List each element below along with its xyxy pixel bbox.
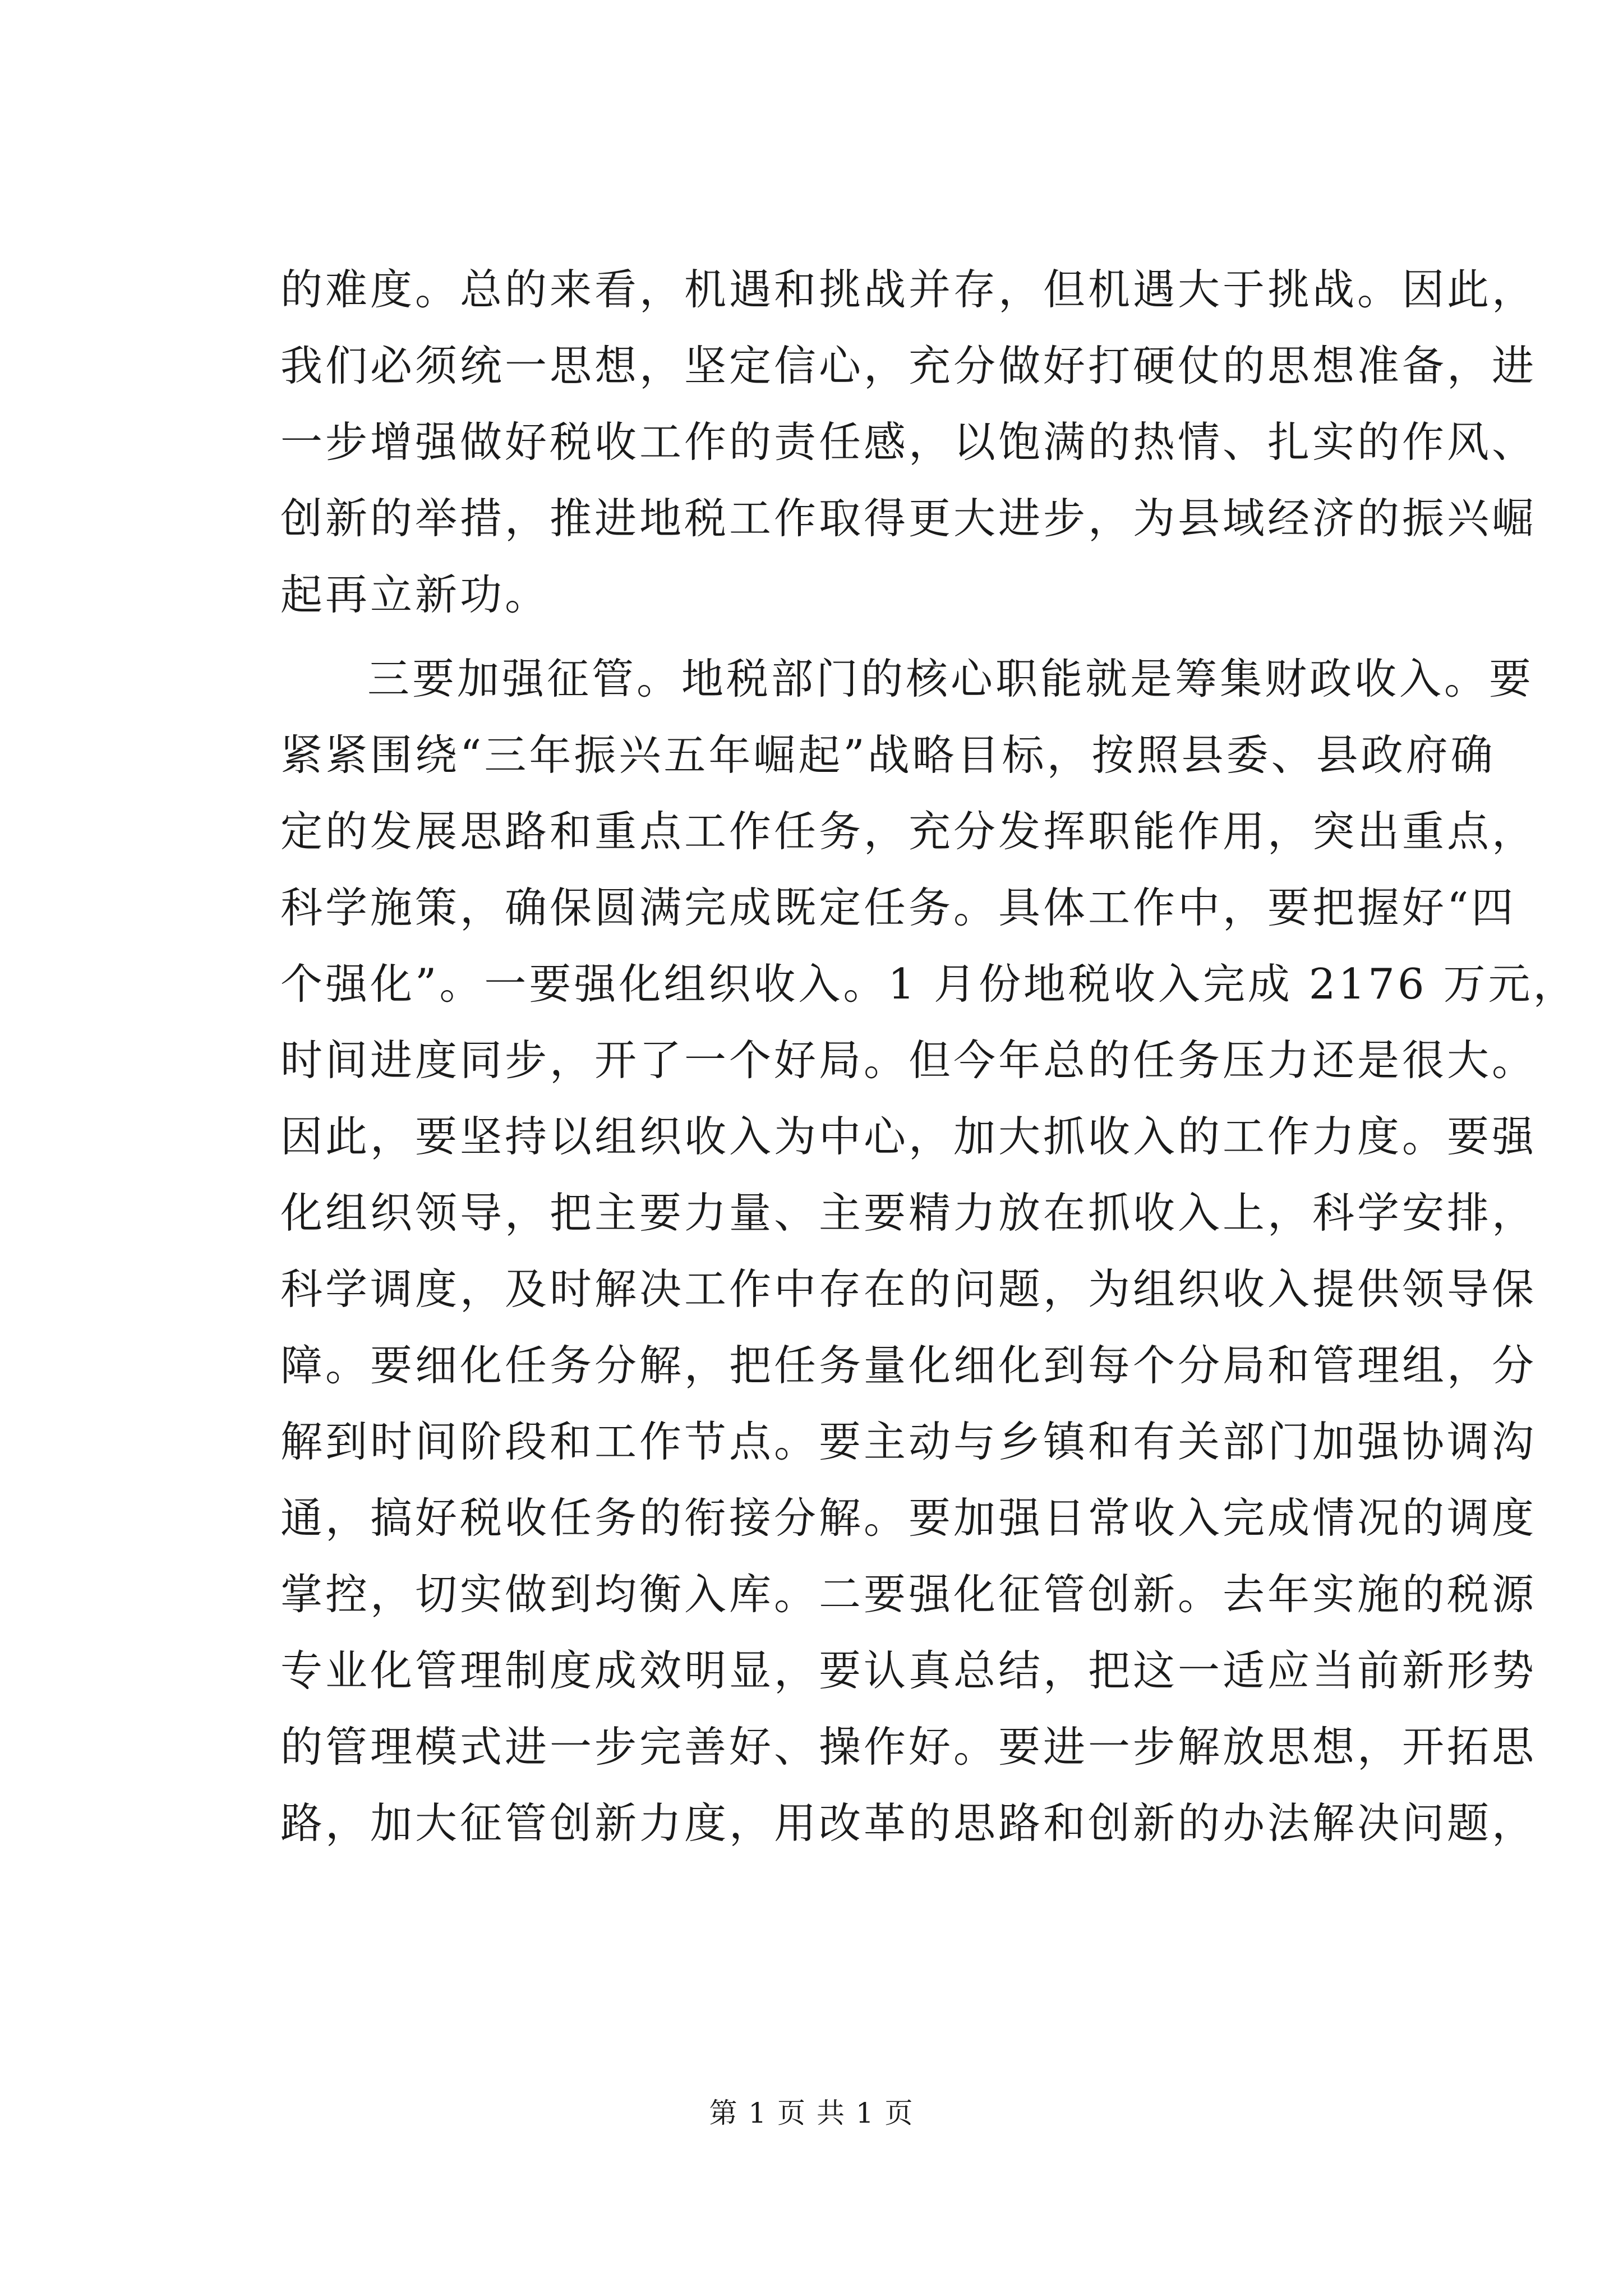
text-line: 紧紧围绕“三年振兴五年崛起”战略目标，按照县委、县政府确 bbox=[280, 730, 1496, 780]
text-line: 通，搞好税收任务的衔接分解。要加强日常收入完成情况的调度 bbox=[280, 1493, 1537, 1543]
text-line: 路，加大征管创新力度，用改革的思路和创新的办法解决问题， bbox=[280, 1798, 1537, 1848]
page-footer: 第 1 页 共 1 页 bbox=[709, 2097, 914, 2129]
text-line: 的难度。总的来看，机遇和挑战并存，但机遇大于挑战。因此， bbox=[280, 265, 1537, 314]
text-line: 定的发展思路和重点工作任务，充分发挥职能作用，突出重点， bbox=[280, 807, 1537, 856]
text-line: 掌控，切实做到均衡入库。二要强化征管创新。去年实施的税源 bbox=[280, 1570, 1537, 1619]
text-line: 起再立新功。 bbox=[280, 570, 550, 619]
paragraph-first-line: 三要加强征管。地税部门的核心职能就是筹集财政收入。要 bbox=[367, 654, 1534, 703]
text-line: 因此，要坚持以组织收入为中心，加大抓收入的工作力度。要强 bbox=[280, 1112, 1537, 1161]
text-line: 专业化管理制度成效明显，要认真总结，把这一适应当前新形势 bbox=[280, 1646, 1537, 1695]
text-line: 科学调度，及时解决工作中存在的问题，为组织收入提供领导保 bbox=[280, 1264, 1537, 1314]
text-line: 障。要细化任务分解，把任务量化细化到每个分局和管理组，分 bbox=[280, 1341, 1537, 1390]
text-line: 时间进度同步，开了一个好局。但今年总的任务压力还是很大。 bbox=[280, 1036, 1537, 1085]
text-line: 个强化”。一要强化组织收入。1 月份地税收入完成 2176 万元， bbox=[280, 959, 1578, 1009]
text-line: 科学施策，确保圆满完成既定任务。具体工作中，要把握好“四 bbox=[280, 883, 1516, 932]
text-line: 的管理模式进一步完善好、操作好。要进一步解放思想，开拓思 bbox=[280, 1722, 1537, 1772]
text-line: 我们必须统一思想，坚定信心，充分做好打硬仗的思想准备，进 bbox=[280, 341, 1537, 390]
text-line: 创新的举措，推进地税工作取得更大进步，为县域经济的振兴崛 bbox=[280, 494, 1537, 543]
text-line: 解到时间阶段和工作节点。要主动与乡镇和有关部门加强协调沟 bbox=[280, 1417, 1537, 1466]
text-line: 化组织领导，把主要力量、主要精力放在抓收入上，科学安排， bbox=[280, 1188, 1537, 1237]
text-line: 一步增强做好税收工作的责任感，以饱满的热情、扎实的作风、 bbox=[280, 417, 1537, 467]
body-text bbox=[280, 251, 1578, 1861]
